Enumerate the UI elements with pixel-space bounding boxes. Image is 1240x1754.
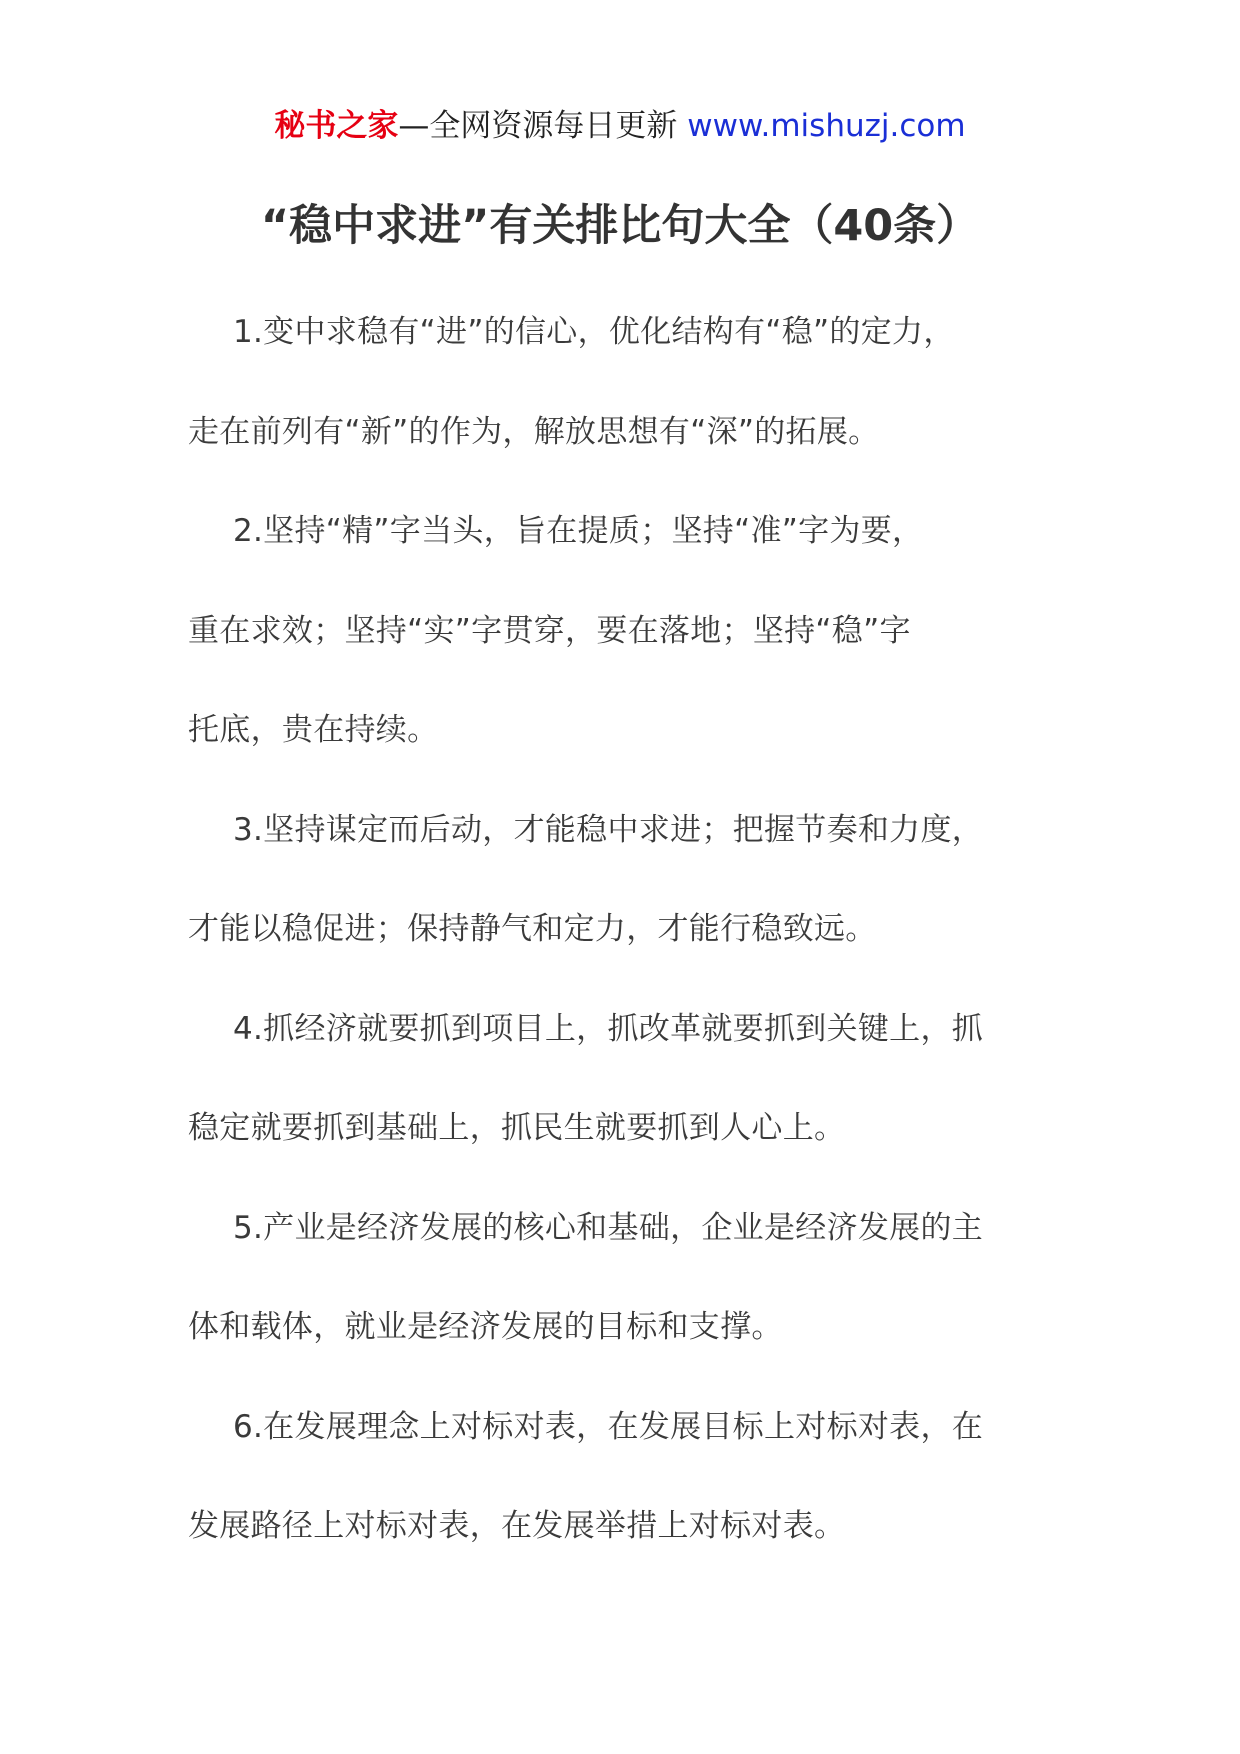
paragraph-line: 托底，贵在持续。 [188,712,439,748]
paragraph-line: 2.坚持“精”字当头，旨在提质；坚持“准”字为要， [233,513,924,549]
paragraph-1 [188,283,1088,482]
paragraph-6 [188,1378,1088,1577]
site-header [0,104,1240,148]
paragraph-line: 体和载体，就业是经济发展的目标和支撑。 [188,1309,783,1345]
paragraph-line: 6.在发展理念上对标对表，在发展目标上对标对表，在 [233,1408,984,1445]
header-tagline: —全网资源每日更新 [398,108,678,144]
site-url-link[interactable]: www.mishuzj.com [687,108,966,144]
paragraph-3 [188,781,1088,980]
paragraph-5 [188,1179,1088,1378]
paragraph-line: 5.产业是经济发展的核心和基础，企业是经济发展的主 [233,1209,984,1246]
paragraph-line: 3.坚持谋定而后动，才能稳中求进；把握节奏和力度， [233,811,984,848]
paragraph-2 [188,482,1088,781]
paragraph-line: 才能以稳促进；保持静气和定力，才能行稳致远。 [188,911,877,947]
paragraph-line: 4.抓经济就要抓到项目上，抓改革就要抓到关键上，抓 [233,1010,984,1047]
paragraph-line: 稳定就要抓到基础上，抓民生就要抓到人心上。 [188,1110,846,1146]
paragraph-line: 走在前列有“新”的作为，解放思想有“深”的拓展。 [188,413,880,450]
paragraph-line: 发展路径上对标对表，在发展举措上对标对表。 [188,1508,846,1544]
paragraph-line: 1.变中求稳有“进”的信心，优化结构有“稳”的定力， [233,314,955,350]
brand-name: 秘书之家 [274,108,399,144]
document-title: “稳中求进”有关排比句大全（40条） [260,201,980,251]
paragraph-4 [188,980,1088,1179]
paragraph-line: 重在求效；坚持“实”字贯穿，要在落地；坚持“稳”字 [188,612,911,649]
document-body [188,283,1088,1577]
